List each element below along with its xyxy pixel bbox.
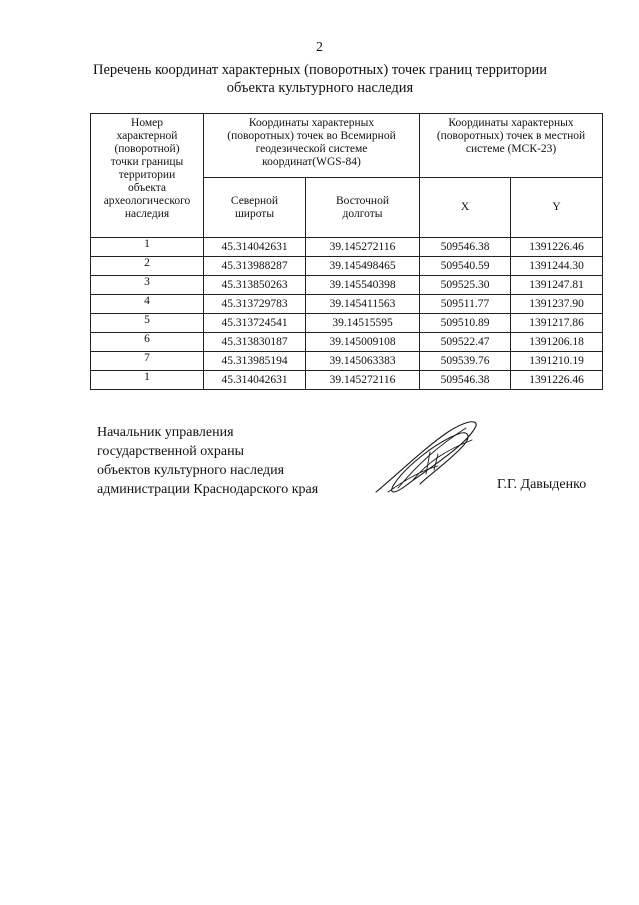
cell-latitude: 45.313830187 [204, 333, 306, 352]
cell-longitude: 39.145498465 [306, 257, 420, 276]
header-wgs84-group [204, 114, 420, 178]
header-line: археологического [103, 195, 191, 207]
header-north-latitude [204, 178, 306, 238]
header-point-number [91, 114, 204, 238]
header-line: Координаты характерных [448, 117, 574, 129]
header-line: координат(WGS-84) [262, 156, 361, 168]
header-line: (поворотной) [114, 143, 180, 155]
table-row [91, 371, 603, 390]
cell-y: 1391217.86 [511, 314, 603, 333]
header-line: Восточной [336, 194, 389, 207]
header-line: геодезической системе [255, 143, 368, 155]
header-line: системе (МСК-23) [465, 143, 557, 155]
cell-y: 1391247.81 [511, 276, 603, 295]
cell-latitude: 45.313729783 [204, 295, 306, 314]
header-line: широты [234, 207, 275, 220]
header-east-longitude [306, 178, 420, 238]
header-line: объекта [127, 182, 167, 194]
header-line: долготы [342, 207, 383, 220]
cell-point-number: 6 [91, 333, 204, 352]
cell-longitude: 39.145540398 [306, 276, 420, 295]
cell-x: 509540.59 [420, 257, 511, 276]
cell-y: 1391210.19 [511, 352, 603, 371]
header-line: характерной [116, 130, 178, 142]
cell-longitude: 39.145411563 [306, 295, 420, 314]
cell-y: 1391226.46 [511, 371, 603, 390]
cell-x: 509510.89 [420, 314, 511, 333]
cell-y: 1391206.18 [511, 333, 603, 352]
cell-y: 1391226.46 [511, 238, 603, 257]
table-row [91, 295, 603, 314]
cell-x: 509522.47 [420, 333, 511, 352]
cell-x: 509511.77 [420, 295, 511, 314]
cell-longitude: 39.145063383 [306, 352, 420, 371]
signer-name: Г.Г. Давыденко [497, 477, 587, 492]
cell-latitude: 45.313988287 [204, 257, 306, 276]
cell-y: 1391237.90 [511, 295, 603, 314]
handwritten-signature [368, 414, 483, 499]
cell-x: 509546.38 [420, 371, 511, 390]
table-row [91, 352, 603, 371]
cell-latitude: 45.314042631 [204, 371, 306, 390]
table-row [91, 333, 603, 352]
coordinates-table [90, 113, 603, 390]
table-row [91, 314, 603, 333]
table-row [91, 238, 603, 257]
cell-point-number: 5 [91, 314, 204, 333]
cell-latitude: 45.314042631 [204, 238, 306, 257]
header-line: Номер [131, 117, 163, 129]
cell-latitude: 45.313985194 [204, 352, 306, 371]
header-line: наследия [124, 208, 170, 220]
cell-point-number: 3 [91, 276, 204, 295]
cell-point-number: 1 [91, 371, 204, 390]
cell-point-number: 4 [91, 295, 204, 314]
header-y: Y [511, 178, 603, 238]
header-line: точки границы [110, 156, 184, 168]
cell-x: 509546.38 [420, 238, 511, 257]
cell-longitude: 39.145272116 [306, 238, 420, 257]
header-line: Северной [230, 194, 279, 207]
table-row [91, 257, 603, 276]
header-line: (поворотных) точек во Всемирной [227, 130, 396, 142]
cell-longitude: 39.145009108 [306, 333, 420, 352]
cell-longitude: 39.14515595 [306, 314, 420, 333]
cell-x: 509539.76 [420, 352, 511, 371]
title-line-1: Перечень координат характерных (поворотных) точек границ территории [92, 62, 548, 78]
signer-position [97, 423, 318, 499]
page-number: 2 [316, 40, 323, 55]
cell-latitude: 45.313850263 [204, 276, 306, 295]
table-row [91, 276, 603, 295]
position-line: объектов культурного наследия [97, 463, 285, 478]
position-line: администрации Краснодарского края [97, 482, 319, 497]
cell-point-number: 2 [91, 257, 204, 276]
cell-point-number: 7 [91, 352, 204, 371]
header-msk23-group [420, 114, 603, 178]
document-title [60, 61, 580, 97]
cell-x: 509525.30 [420, 276, 511, 295]
cell-latitude: 45.313724541 [204, 314, 306, 333]
position-line: Начальник управления [97, 425, 234, 440]
position-line: государственной охраны [97, 444, 245, 459]
header-line: Координаты характерных [248, 117, 375, 129]
header-x: X [420, 178, 511, 238]
title-line-2: объекта культурного наследия [226, 80, 414, 96]
header-line: территории [118, 169, 176, 181]
cell-longitude: 39.145272116 [306, 371, 420, 390]
cell-point-number: 1 [91, 238, 204, 257]
header-line: (поворотных) точек в местной [436, 130, 586, 142]
cell-y: 1391244.30 [511, 257, 603, 276]
